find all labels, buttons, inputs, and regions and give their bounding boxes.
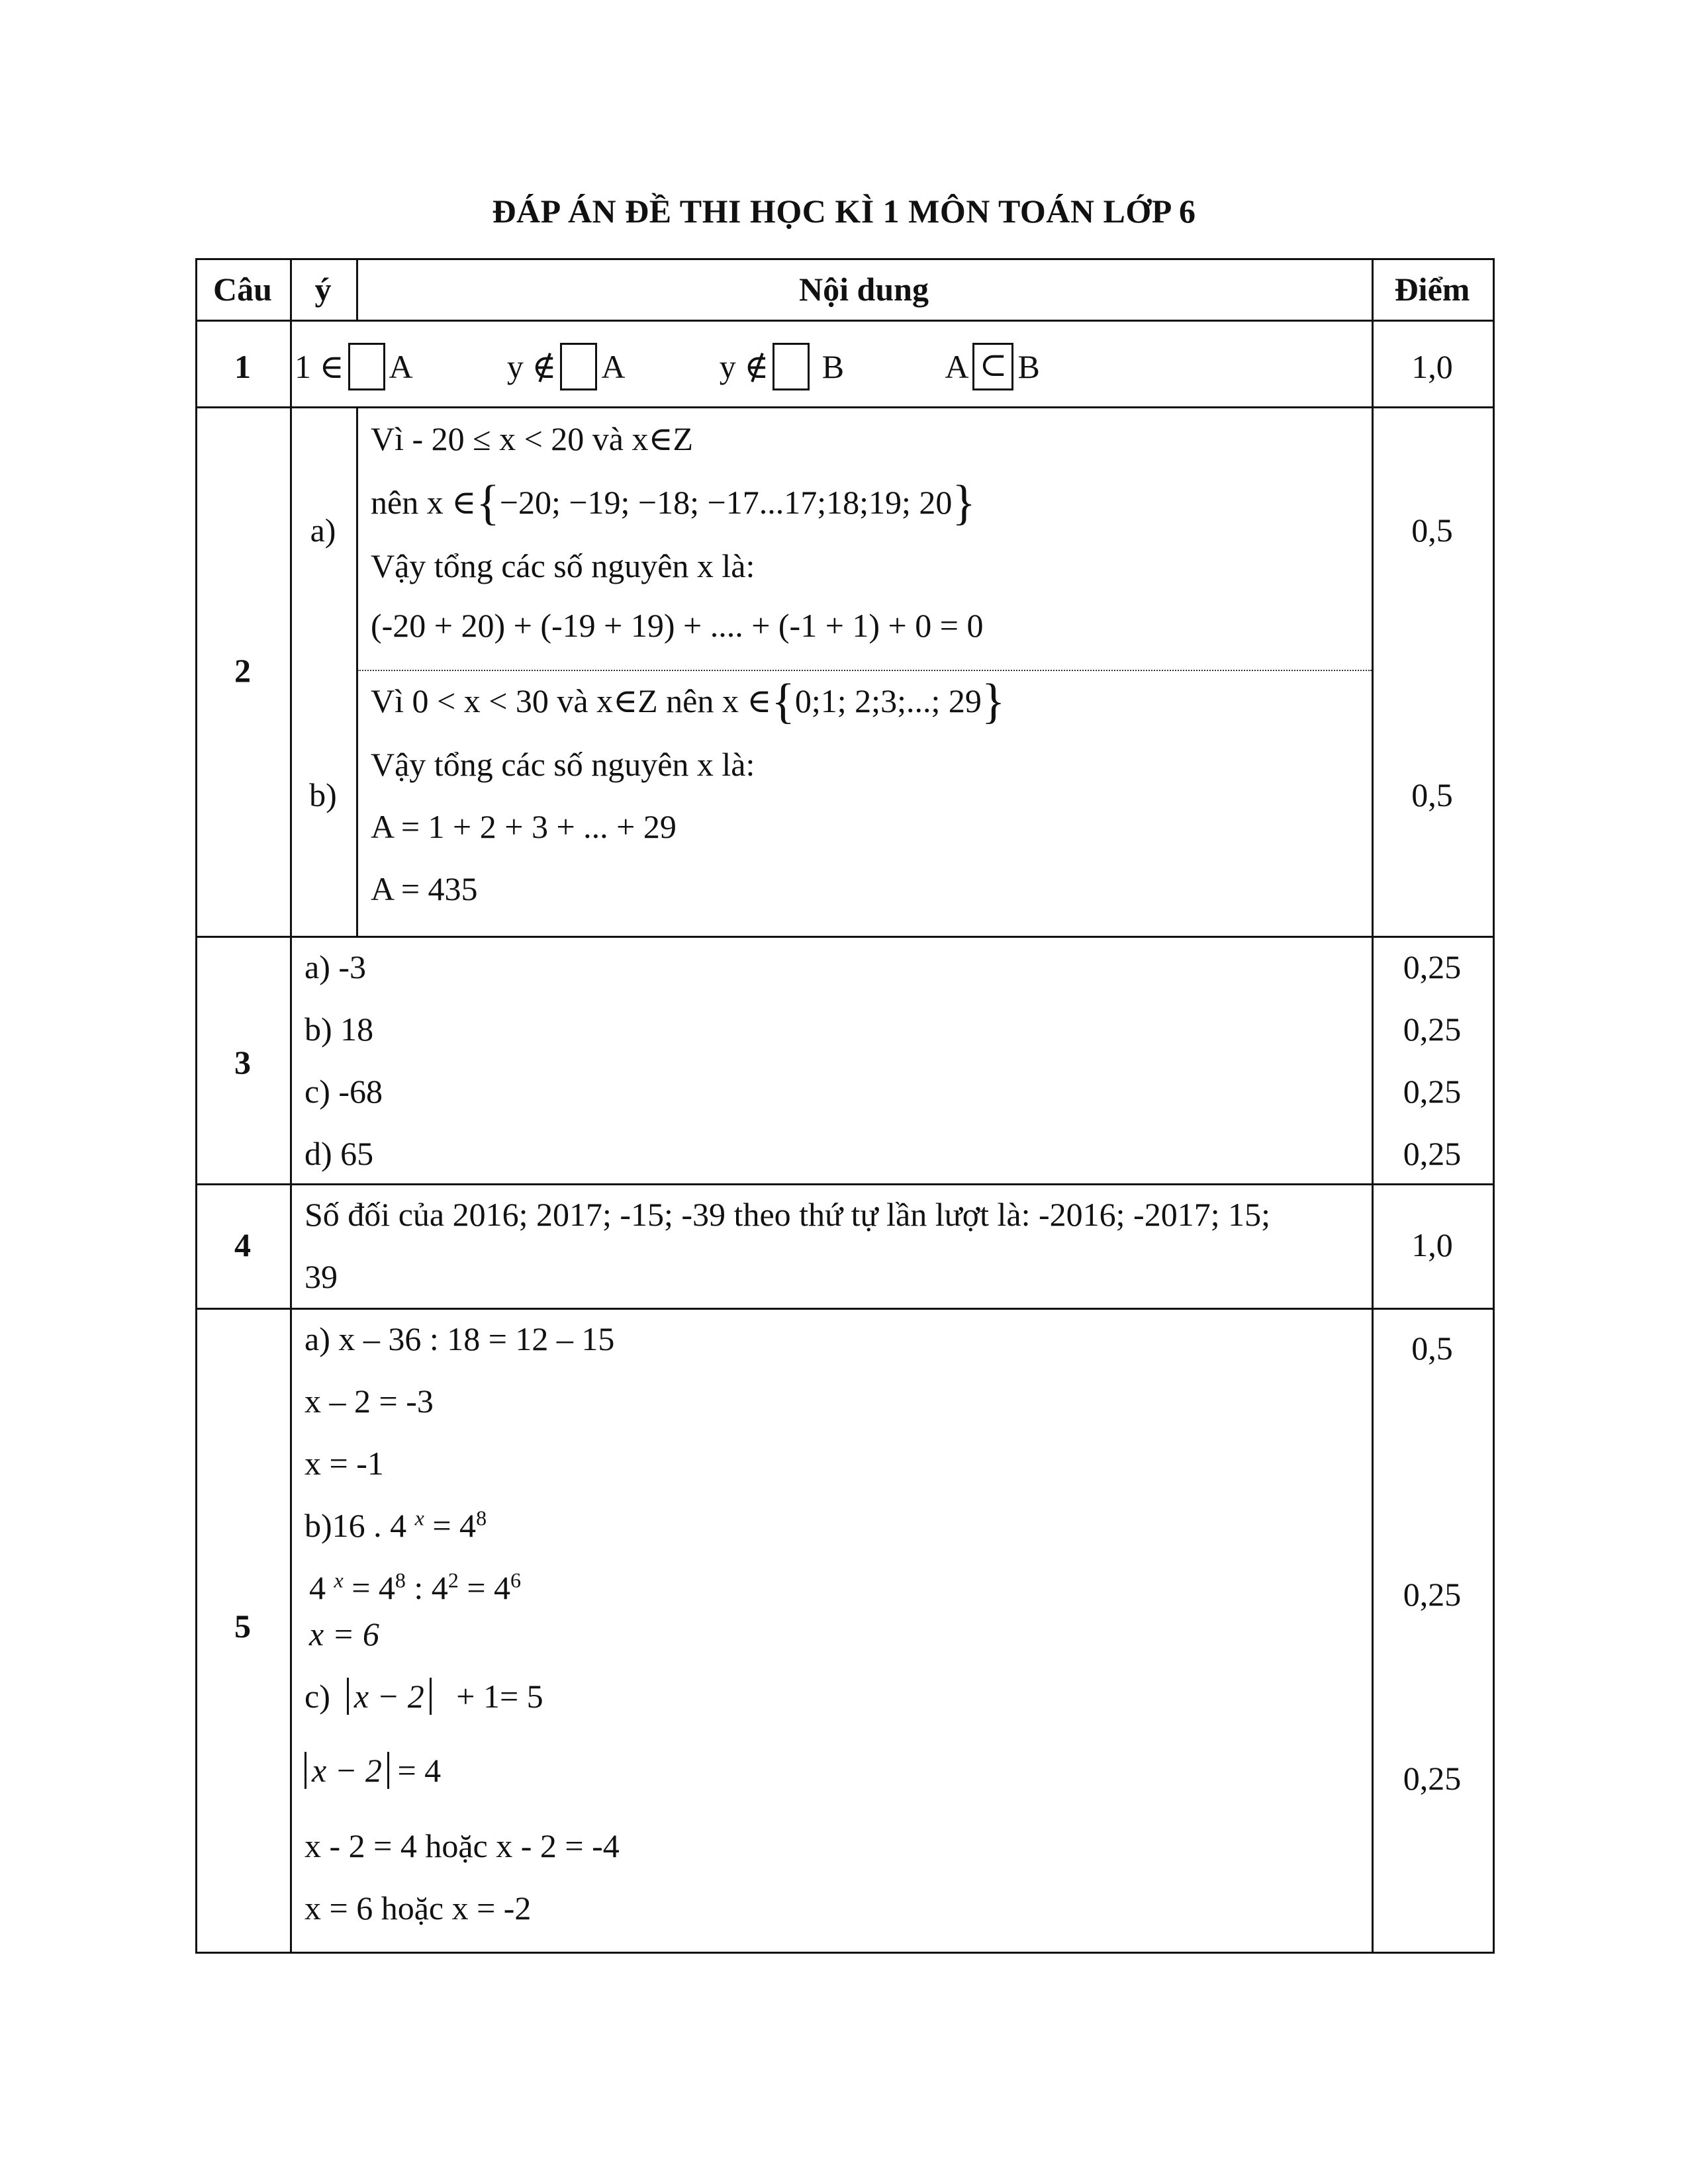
q5-a3: x = -1 [305, 1445, 384, 1482]
q2-b-line3: A = 1 + 2 + 3 + ... + 29 [371, 808, 677, 845]
table-border-bottom [195, 1952, 1495, 1954]
q2-a-line4: (-20 + 20) + (-19 + 19) + .... + (-1 + 1) + 0 = 0 [371, 607, 984, 644]
q3-number: 3 [234, 1044, 251, 1081]
q2-a-label: a) [310, 512, 336, 549]
q5-a2: x – 2 = -3 [305, 1383, 434, 1420]
table-border-left [195, 258, 197, 1954]
q1-content [295, 336, 1040, 398]
q2-b-score: 0,5 [1411, 776, 1453, 813]
q3-line-b: b) 18 [305, 1011, 374, 1048]
q5-number: 5 [234, 1608, 251, 1645]
q2-a-line2: nên x ∈{−20; −19; −18; −17...17;18;19; 20} [371, 476, 976, 530]
q2-b-line2: Vậy tổng các số nguyên x là: [371, 746, 755, 783]
header-y: ý [314, 271, 332, 308]
q4-line1: Số đối của 2016; 2017; -15; -39 theo thứ tự lần lượt là: -2016; -2017; 15; [305, 1196, 1270, 1233]
q1-part3: y ∉ B [720, 348, 844, 385]
header-diem: Điểm [1394, 271, 1470, 308]
q5-c4: x = 6 hoặc x = -2 [305, 1889, 532, 1927]
answer-box [348, 343, 385, 390]
row-divider [195, 936, 1495, 938]
answer-table [195, 258, 1495, 1954]
q2-number: 2 [234, 652, 251, 689]
q1-part4: A ⊂ B [945, 348, 1039, 385]
q5-score-b: 0,25 [1403, 1576, 1462, 1613]
q3-line-a: a) -3 [305, 948, 366, 985]
q4-line2: 39 [305, 1258, 338, 1295]
q4-number: 4 [234, 1226, 251, 1263]
q4-score: 1,0 [1411, 1226, 1453, 1263]
q5-score-c: 0,25 [1403, 1760, 1462, 1797]
col-divider [356, 406, 358, 936]
q2-b-line4: A = 435 [371, 870, 478, 907]
q3-line-c: c) -68 [305, 1073, 383, 1110]
answer-box: ⊂ [972, 343, 1013, 390]
q2-b-label: b) [309, 776, 337, 813]
q1-number: 1 [234, 348, 251, 385]
q5-b1: b)16 . 4 $^x = 4^8$ [305, 1506, 487, 1544]
q3-score-a: 0,25 [1403, 948, 1462, 985]
q5-b3: x = 6 [309, 1615, 379, 1653]
answer-box [773, 343, 810, 390]
q5-b2: 4 $^x = 4^8$ : $4^2 = 4^6$ [309, 1568, 522, 1606]
q2-a-line3: Vậy tổng các số nguyên x là: [371, 547, 755, 584]
q3-score-b: 0,25 [1403, 1011, 1462, 1048]
header-cau: Câu [213, 271, 272, 308]
q3-line-d: d) 65 [305, 1135, 374, 1172]
q3-score-d: 0,25 [1403, 1135, 1462, 1172]
q1-part1: 1 ∈ A [295, 348, 411, 385]
q1-score: 1,0 [1411, 348, 1453, 385]
q2-a-line1: Vì - 20 ≤ x < 20 và x∈Z [371, 420, 694, 457]
q2-a-score: 0,5 [1411, 512, 1453, 549]
page-title: ĐÁP ÁN ĐỀ THI HỌC KÌ 1 MÔN TOÁN LỚP 6 [492, 193, 1196, 230]
q1-part2: y ∉ A [507, 348, 624, 385]
q5-a1: a) x – 36 : 18 = 12 – 15 [305, 1320, 615, 1357]
header-noi-dung: Nội dung [799, 271, 929, 308]
q5-c3: x - 2 = 4 hoặc x - 2 = -4 [305, 1827, 620, 1864]
q2-b-line1: Vì 0 < x < 30 và x∈Z nên x ∈{0;1; 2;3;...; 29} [371, 674, 1006, 729]
q5-c2: x − 2 = 4 [305, 1739, 441, 1801]
q5-score-a: 0,5 [1411, 1330, 1453, 1367]
q3-score-c: 0,25 [1403, 1073, 1462, 1110]
answer-box [560, 343, 597, 390]
q5-c1: c) x − 2 + 1= 5 [305, 1678, 543, 1715]
table-border-right [1493, 258, 1495, 1954]
